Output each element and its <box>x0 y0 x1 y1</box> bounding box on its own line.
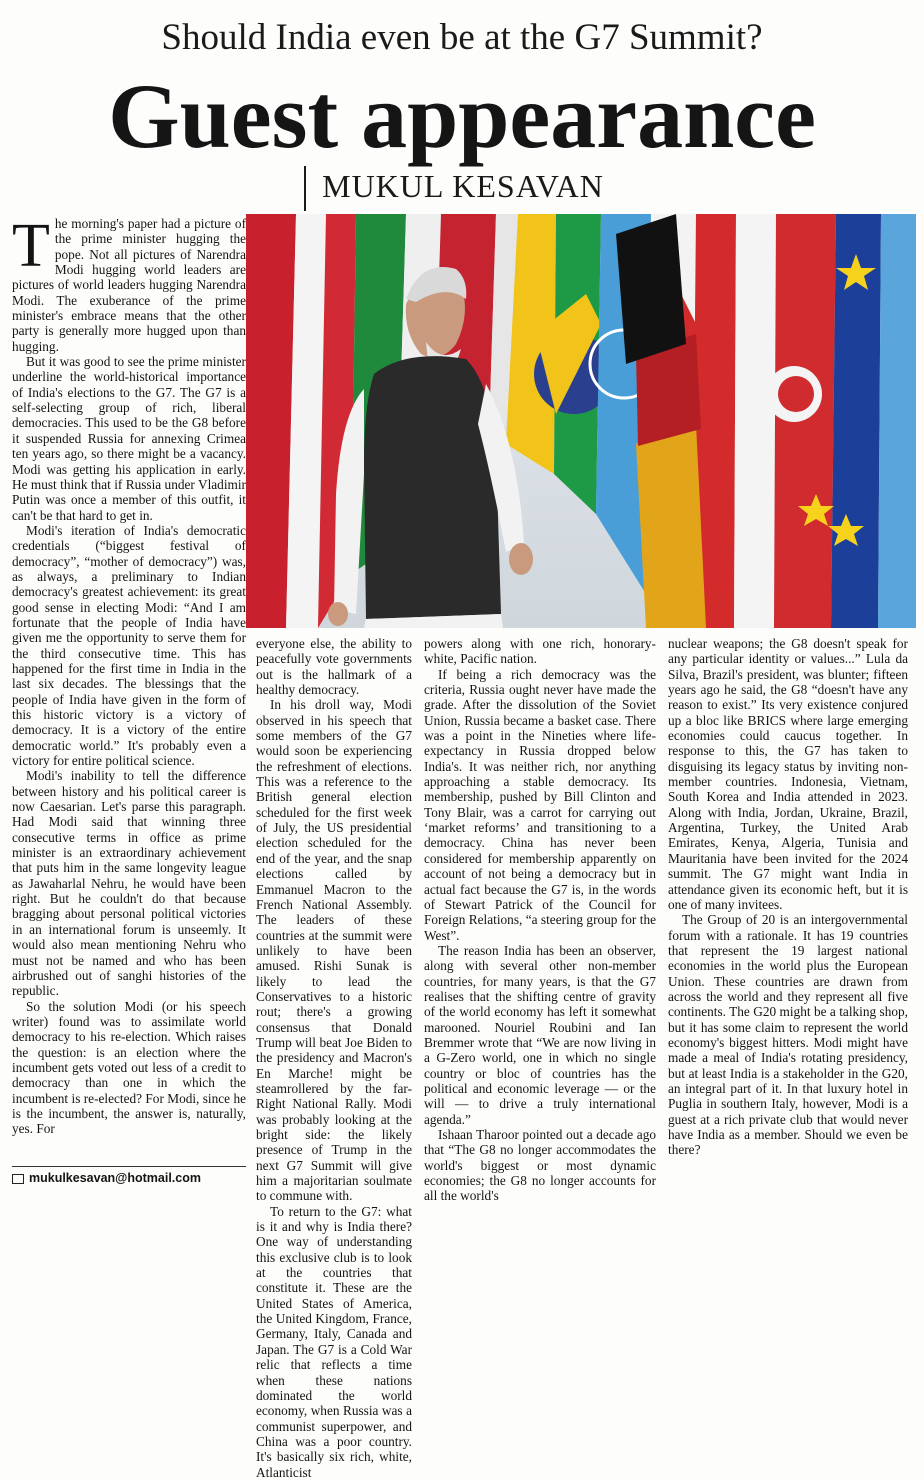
paragraph: powers along with one rich, honorary-white, Pacific nation. <box>424 636 656 667</box>
paragraph: The Group of 20 is an intergovernmental forum with a rationale. It has 19 countries that represent the 19 largest national economies in the world plus the European Union. These countries are drawn from across the world and they represent all five continents. The G20 might be a talking shop, but it has some claim to represent the world economy's biggest hitters. Modi might have made a meal of India's rotating presidency, but at least India is a stakeholder in the G20, an integral part of it. In that luxury hotel in Puglia in southern Italy, however, Modi is a guest at a rich private club that would never have India as a member. Should we even be there? <box>668 912 908 1158</box>
photo-illustration <box>256 214 910 628</box>
paragraph <box>12 212 246 354</box>
paragraph: The reason India has been an observer, along with several other non-member countries, for many years, is that the G7 realises that the shifting centre of gravity of the world economy has left it somewhat marooned. Nouriel Roubini and Ian Bremmer wrote that “We are now living in a G-Zero world, one in which no single country or bloc of countries has the political and economic leverage — or the will — to drive a truly international agenda.” <box>424 942 656 1127</box>
author-email[interactable] <box>12 1166 246 1185</box>
email-icon <box>12 1174 24 1184</box>
paragraph: everyone else, the ability to peacefully vote governments out is the hallmark of a healthy democracy. <box>256 636 412 698</box>
column-2 <box>256 636 412 1480</box>
paragraph: But it was good to see the prime minister underline the world-historical importance of India's elections to the G7. The G7 is a self-selecting group of rich, liberal democracies. This used to be the G8 before it suspended Russia for annexing Crimea ten years ago, so there might be a vacancy. Modi was getting his application in early. He must think that if Russia under Vladimir Putin was once a member of this outfit, it can't be that hard to get in. <box>12 354 246 523</box>
paragraph: Modi's iteration of India's democratic credentials (“biggest festival of democracy”, “mother of democracy”) was, as always, a preliminary to Indian democracy's greatest achievement: its great good sense in electing Modi: “And I am fortunate that the people of India have given me the opportunity to serve them for the third consecutive time. This has happened for the first time in India in the last six decades. The blessings that the people of India have given in the form of this historic victory is a victory of democracy. It is a victory of the entire democratic world.” It's probably even a victory for entire political science. <box>12 522 246 769</box>
column-1 <box>12 212 246 1164</box>
column-4 <box>668 636 908 1196</box>
paragraph: In his droll way, Modi observed in his speech that some members of the G7 would soon be experiencing the refreshment of elections. This was a reference to the British general election scheduled for the first week of July, the US presidential election scheduled for the end of the year, and the snap elections called by Emmanuel Macron to the French National Assembly. The leaders of these countries at the summit were unlikely to have been amused. Rishi Sunak is likely to lead the Conservatives to a historic rout; there's a growing consensus that Donald Trump will beat Joe Biden to the presidency and Macron's En Marche! might be steamrollered by the far-Right National Rally. Modi was probably looking at the bright side: the likely presence of Trump in the next G7 Summit will give him a majoritarian soulmate to commune with. <box>256 697 412 1204</box>
main-headline: Guest appearance <box>108 65 816 167</box>
paragraph: If being a rich democracy was the criteria, Russia ought never have made the grade. After the dissolution of the Soviet Union, Russia became a basket case. There was a point in the Nineties where life-expectancy in Russia dropped below India's. It was neither rich, nor anything approaching a stable democracy. Its membership, pushed by Bill Clinton and Tony Blair, was a carrot for carrying out ‘market reforms’ and transitioning to a democracy. China has never been considered for membership apparently on account of not being a democracy but in actual fact because the G7 is, in the words of Stewart Patrick of the Council for Foreign Relations, “a steering group for the West”. <box>424 666 656 943</box>
kicker-headline: Should India even be at the G7 Summit? <box>161 17 763 58</box>
drop-cap: T <box>12 212 50 280</box>
paragraph: Ishaan Tharoor pointed out a decade ago that “The G8 no longer accommodates the world's biggest or most dynamic economies; the G8 no longer accounts for all the world's <box>424 1127 656 1204</box>
byline-container <box>0 166 924 211</box>
article-photo <box>256 214 910 628</box>
paragraph-text: he morning's paper had a picture of the prime minister hugging the pope. Not all pictures of Narendra Modi hugging world leaders are pictures of world leaders hugging Narendra Modi. The exuberance of the prime minister's embrace means that the other party is generally more hugged upon than hugging. <box>12 216 246 354</box>
column-3 <box>424 636 656 1204</box>
paragraph: Modi's inability to tell the difference between history and his political career is now Caesarian. Let's parse this paragraph. Had Modi said that winning three consecutive terms in office as prime minister is an extraordinary achievement that puts him in the same longevity league as Jawaharlal Nehru, he would have been right. But he couldn't do that because bragging about personal political victories in an international forum is unseemly. It would also mean mentioning Nehru who must not be named and who has been airbrushed out of sanghi histories of the republic. <box>12 768 246 999</box>
paragraph: So the solution Modi (or his speech writer) found was to assimilate world democracy to his re-election. Which raises the question: is an election where the incumbent gets voted out less of a credit to democracy than one in which the incumbent is re-elected? For Modi, since he is the incumbent, the answer is, naturally, yes. For <box>12 998 246 1137</box>
paragraph: To return to the G7: what is it and why is India there? One way of understanding this exclusive club is to look at the countries that constitute it. These are the United States of America, the United Kingdom, France, Germany, Italy, Canada and Japan. The G7 is a Cold War relic that reflects a time when these nations dominated the world economy, when Russia was a communist superpower, and China was a poor country. It's basically six rich, white, Atlanticist <box>256 1203 412 1480</box>
byline: MUKUL KESAVAN <box>304 166 620 211</box>
paragraph: nuclear weapons; the G8 doesn't speak for any particular identity or values...” Lula da Silva, Brazil's president, was blunter; fifteen years ago he said, the G8 “doesn't have any reason to exist.” Its very existence conjured up a bloc like BRICS where large emerging economies could caucus together. In response to this, the G7 has taken to disguising its legacy status by inviting non-member countries. Indonesia, Vietnam, South Korea and India attended in 2023. Along with India, Jordan, Ukraine, Brazil, Argentina, Turkey, the United Arab Emirates, Kenya, Algeria, Tunisia and Mauritania have been invited for the 2024 summit. The G7 might want India in attendance given its economic heft, but it is one of many invitees. <box>668 636 908 912</box>
email-text: mukulkesavan@hotmail.com <box>29 1171 201 1185</box>
